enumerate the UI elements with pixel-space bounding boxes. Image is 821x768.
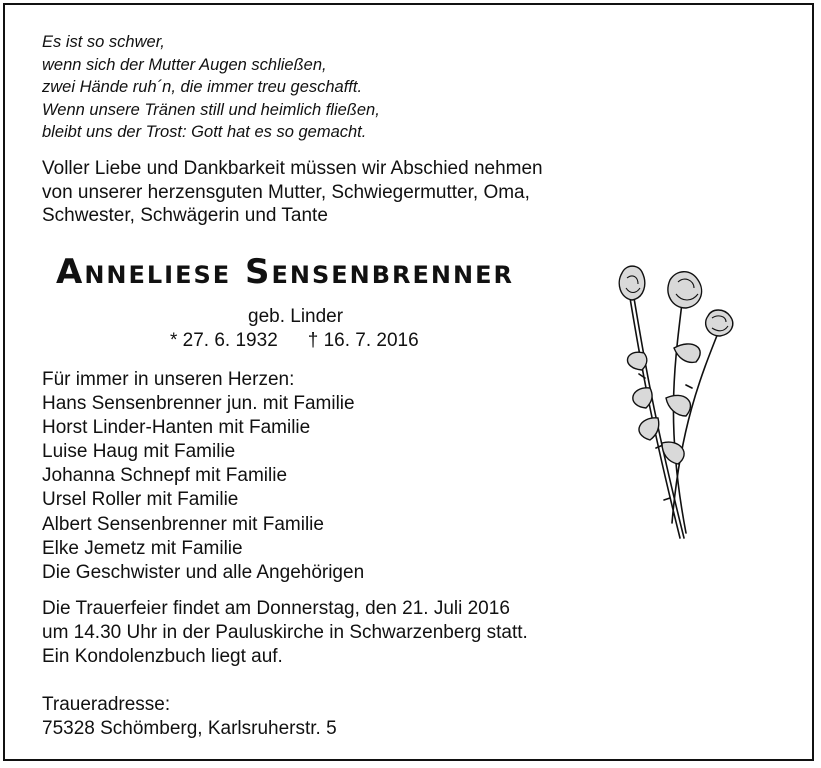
death-date: † 16. 7. 2016	[307, 330, 419, 351]
poem-line: zwei Hände ruh´n, die immer treu geschafft.	[42, 78, 363, 96]
service-line: Die Trauerfeier findet am Donnerstag, den 21. Juli 2016	[42, 598, 510, 619]
address-label: Traueradresse:	[42, 694, 171, 715]
list-item: Hans Sensenbrenner jun. mit Familie	[42, 393, 355, 415]
address-value: 75328 Schömberg, Karlsruherstr. 5	[42, 718, 337, 739]
intro-line: Voller Liebe und Dankbarkeit müssen wir Abschied nehmen	[42, 158, 543, 179]
intro-line: Schwester, Schwägerin und Tante	[42, 205, 328, 226]
mourning-address	[42, 693, 337, 741]
poem-line: wenn sich der Mutter Augen schließen,	[42, 55, 327, 74]
life-dates	[170, 330, 419, 352]
list-item: Elke Jemetz mit Familie	[42, 537, 243, 559]
service-line: Ein Kondolenzbuch liegt auf.	[42, 646, 283, 667]
roses-icon	[600, 258, 760, 548]
poem	[42, 31, 380, 144]
deceased-name: Anneliese Sensenbrenner	[56, 252, 514, 292]
funeral-service-info	[42, 597, 528, 669]
list-item: Johanna Schnepf mit Familie	[42, 465, 288, 487]
list-item: Die Geschwister und alle Angehörigen	[42, 561, 365, 583]
list-item: Albert Sensenbrenner mit Familie	[42, 513, 324, 535]
poem-line: Wenn unsere Tränen still und heimlich fließen,	[42, 100, 380, 119]
intro-text	[42, 157, 543, 228]
birth-date: * 27. 6. 1932	[170, 330, 278, 351]
list-item: Ursel Roller mit Familie	[42, 489, 239, 511]
maiden-name: geb. Linder	[248, 306, 344, 327]
list-item: Horst Linder-Hanten mit Familie	[42, 417, 311, 439]
service-line: um 14.30 Uhr in der Pauluskirche in Schwarzenberg statt.	[42, 622, 528, 643]
mourners-list	[42, 368, 364, 585]
poem-line: Es ist so schwer,	[42, 33, 165, 51]
poem-line: bleibt uns der Trost: Gott hat es so gemacht.	[42, 123, 367, 141]
intro-line: von unserer herzensguten Mutter, Schwiegermutter, Oma,	[42, 181, 530, 203]
list-item: Luise Haug mit Familie	[42, 441, 236, 463]
mourners-heading: Für immer in unseren Herzen:	[42, 369, 295, 390]
